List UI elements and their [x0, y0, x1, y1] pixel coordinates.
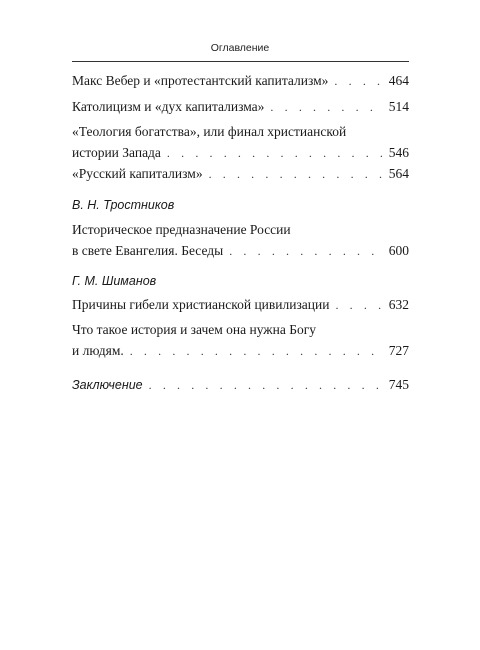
toc-leader-dots	[270, 97, 383, 118]
toc-entry-page: 564	[388, 166, 409, 181]
toc-leader-dots	[149, 375, 384, 396]
toc-entry-weber[interactable]	[72, 70, 409, 92]
toc-entry-title-line2: и людям.	[72, 343, 124, 358]
toc-entry-christian-civilization[interactable]	[72, 294, 409, 316]
toc-leader-dots	[130, 341, 384, 362]
toc-entry-page: 727	[388, 343, 409, 358]
toc-entry-page: 514	[388, 99, 409, 114]
toc-entry-title: «Русский капитализм»	[72, 166, 203, 181]
toc-entry-title: Причины гибели христианской цивилизации	[72, 297, 330, 312]
toc-entry-title: Католицизм и «дух капитализма»	[72, 99, 265, 114]
toc-entry-theology[interactable]	[72, 121, 409, 164]
toc-entry-title-line1: «Теология богатства», или финал христианской	[72, 124, 347, 139]
toc-entry-conclusion[interactable]	[72, 374, 409, 396]
author-shimanov: Г. М. Шиманов	[72, 274, 157, 288]
toc-entry-title: Макс Вебер и «протестантский капитализм»	[72, 73, 329, 88]
toc-entry-title-line1: Историческое предназначение России	[72, 222, 291, 237]
toc-entry-russian-capitalism[interactable]	[72, 163, 409, 185]
toc-leader-dots	[335, 295, 383, 316]
toc-entry-catholicism[interactable]	[72, 96, 409, 118]
toc-entry-title-line2: истории Запада	[72, 145, 161, 160]
toc-leader-dots	[209, 164, 384, 185]
toc-entry-page: 745	[388, 377, 409, 392]
toc-entry-page: 546	[388, 145, 409, 160]
author-trostnikov: В. Н. Тростников	[72, 198, 175, 212]
toc-entry-page: 464	[388, 73, 409, 88]
toc-entry-what-is-history[interactable]	[72, 319, 409, 362]
toc-entry-page: 600	[388, 243, 409, 258]
toc-entry-title-line2: в свете Евангелия. Беседы	[72, 243, 224, 258]
running-head: Оглавление	[210, 42, 270, 54]
toc-entry-page: 632	[388, 297, 409, 312]
toc-leader-dots	[167, 143, 384, 164]
header-rule	[72, 61, 409, 62]
toc-leader-dots	[229, 241, 384, 262]
toc-leader-dots	[334, 71, 383, 92]
toc-entry-title: Заключение	[72, 378, 143, 392]
toc-entry-russia-destiny[interactable]	[72, 219, 409, 262]
toc-entry-title-line1: Что такое история и зачем она нужна Богу	[72, 322, 317, 337]
